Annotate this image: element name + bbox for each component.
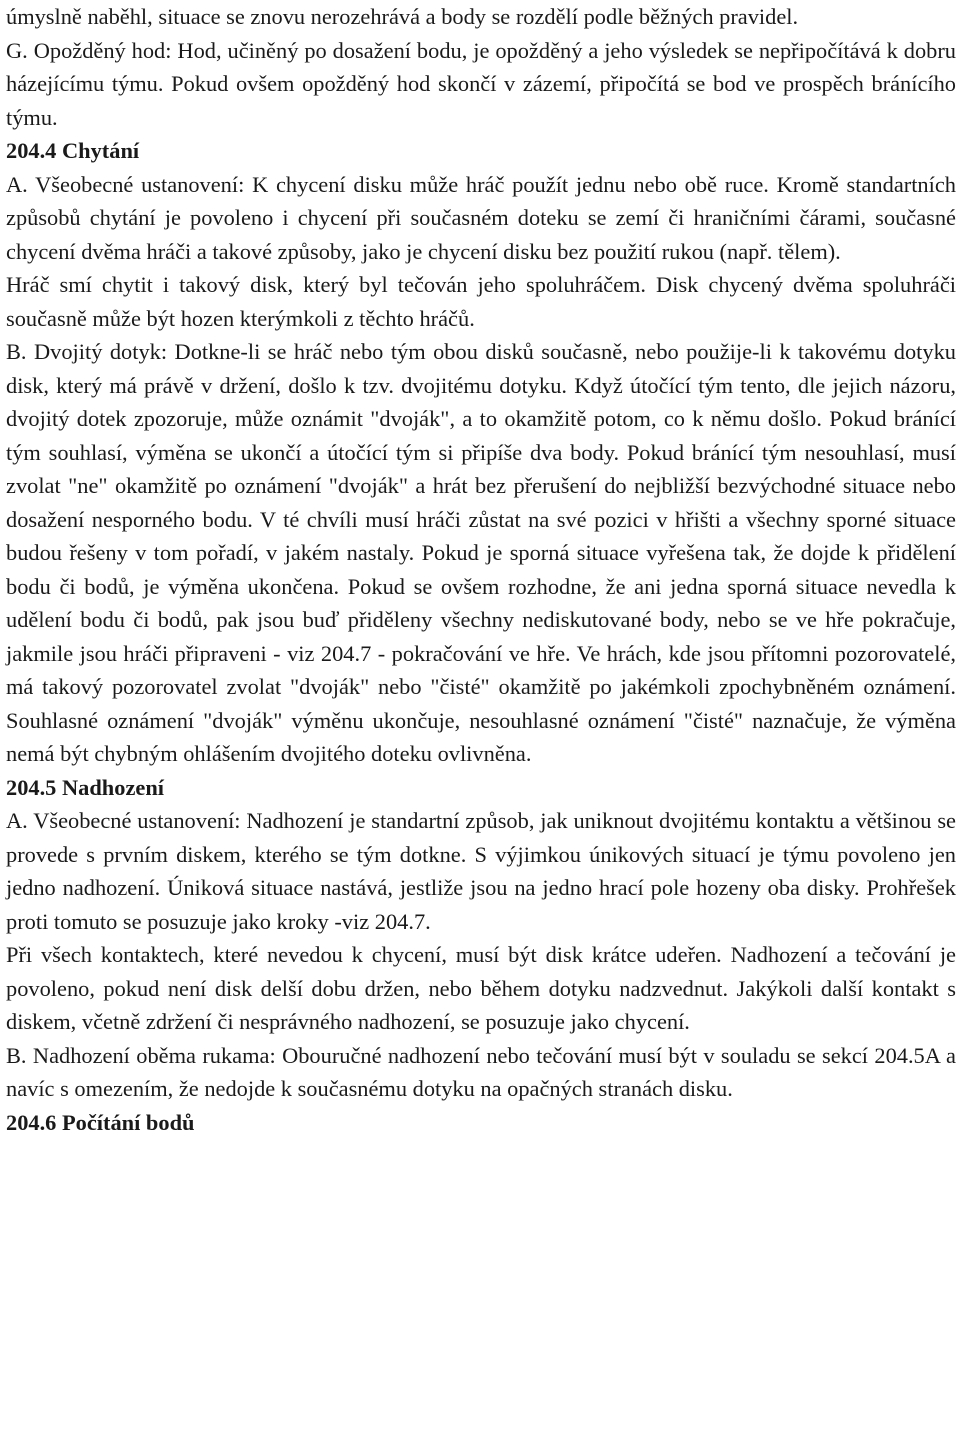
paragraph-tipping-general: A. Všeobecné ustanovení: Nadhození je standartní způsob, jak uniknout dvojitému kontaktu a většinou se provede s prvním diskem, kterého se tým dotkne. S výjimkou únikových situací je týmu povoleno jen jedno nadhození. Úniková situace nastává, jestliže jsou na jedno hrací pole hozeny oba disky. Prohřešek proti tomuto se posuzuje jako kroky -viz 204.7.	[6, 808, 956, 934]
paragraph-tipping-two-hands: B. Nadhození oběma rukama: Obouručné nadhození nebo tečování musí být v souladu se sekcí 204.5A a navíc s omezením, že nedojde k současnému dotyku na opačných stranách disku.	[6, 1042, 956, 1101]
paragraph-catching-teammate: Hráč smí chytit i takový disk, který byl tečován jeho spoluhráčem. Disk chycený dvěma spoluhráči současně může být hozen kterýmkoli z těchto hráčů.	[6, 272, 956, 331]
paragraph-double-touch: B. Dvojitý dotyk: Dotkne-li se hráč nebo tým obou disků současně, nebo použije-li k takovému dotyku disk, který má právě v držení, došlo k tzv. dvojitému dotyku. Když útočící tým tento, dle jejich názoru, dvojitý dotek zpozoruje, může oznámit "dvoják", a to okamžitě potom, co k němu došlo. Pokud bránící tým souhlasí, výměna se ukončí a útočící tým si připíše dva body. Pokud bránící tým nesouhlasí, musí zvolat "ne" okamžitě po oznámení "dvoják" a hrát bez přerušení do nejbližší bezvýchodné situace nebo dosažení nesporného bodu. V té chvíli musí hráči zůstat na své pozici v hřišti a všechny sporné situace budou řešeny v tom pořadí, v jakém nastaly. Pokud je sporná situace vyřešena tak, že dojde k přidělení bodu či bodů, je výměna ukončena. Pokud se ovšem rozhodne, že ani jedna sporná situace nevedla k udělení bodu či bodů, pak jsou buď přiděleny všechny nediskutované body, nebo se ve hře pokračuje, jakmile jsou hráči připraveni - viz 204.7 - pokračování ve hře. Ve hrách, kde jsou přítomni pozorovatelé, má takový pozorovatel zvolat "dvoják" nebo "čisté" okamžitě po jakémkoli zpochybněném oznámení. Souhlasné oznámení "dvoják" výměnu ukončuje, nesouhlasné oznámení "čisté" naznačuje, že výměna nemá být chybným ohlášením dvojitého doteku ovlivněna.	[6, 339, 956, 766]
paragraph-catching-general: A. Všeobecné ustanovení: K chycení disku může hráč použít jednu nebo obě ruce. Kromě standartních způsobů chytání je povoleno i chycení při současném doteku se zemí či hraničními čárami, současné chycení dvěma hráči a takové způsoby, jako je chycení disku bez použití rukou (např. tělem).	[6, 171, 956, 264]
section-heading-tipping: 204.5 Nadhození	[6, 774, 164, 800]
paragraph-late-throw: G. Opožděný hod: Hod, učiněný po dosažení bodu, je opožděný a jeho výsledek se nepřipočítává k dobru házejícímu týmu. Pokud ovšem opožděný hod skončí v zázemí, připočítá se bod ve prospěch bránícího týmu.	[6, 37, 956, 130]
section-heading-catching: 204.4 Chytání	[6, 138, 140, 163]
paragraph-tipping-contacts: Při všech kontaktech, které nevedou k chycení, musí být disk krátce udeřen. Nadhození a tečování je povoleno, pokud není disk delší dobu držen, nebo během dotyku nadzvednut. Jakýkoli další kontakt s diskem, včetně zdržení či nesprávného nadhození, se posuzuje jako chycení.	[6, 942, 956, 1034]
section-heading-scoring: 204.6 Počítání bodů	[6, 1109, 195, 1135]
paragraph-continuation: úmyslně naběhl, situace se znovu nerozehrává a body se rozdělí podle běžných pravidel.	[6, 4, 799, 29]
document-page	[6, 0, 956, 1139]
